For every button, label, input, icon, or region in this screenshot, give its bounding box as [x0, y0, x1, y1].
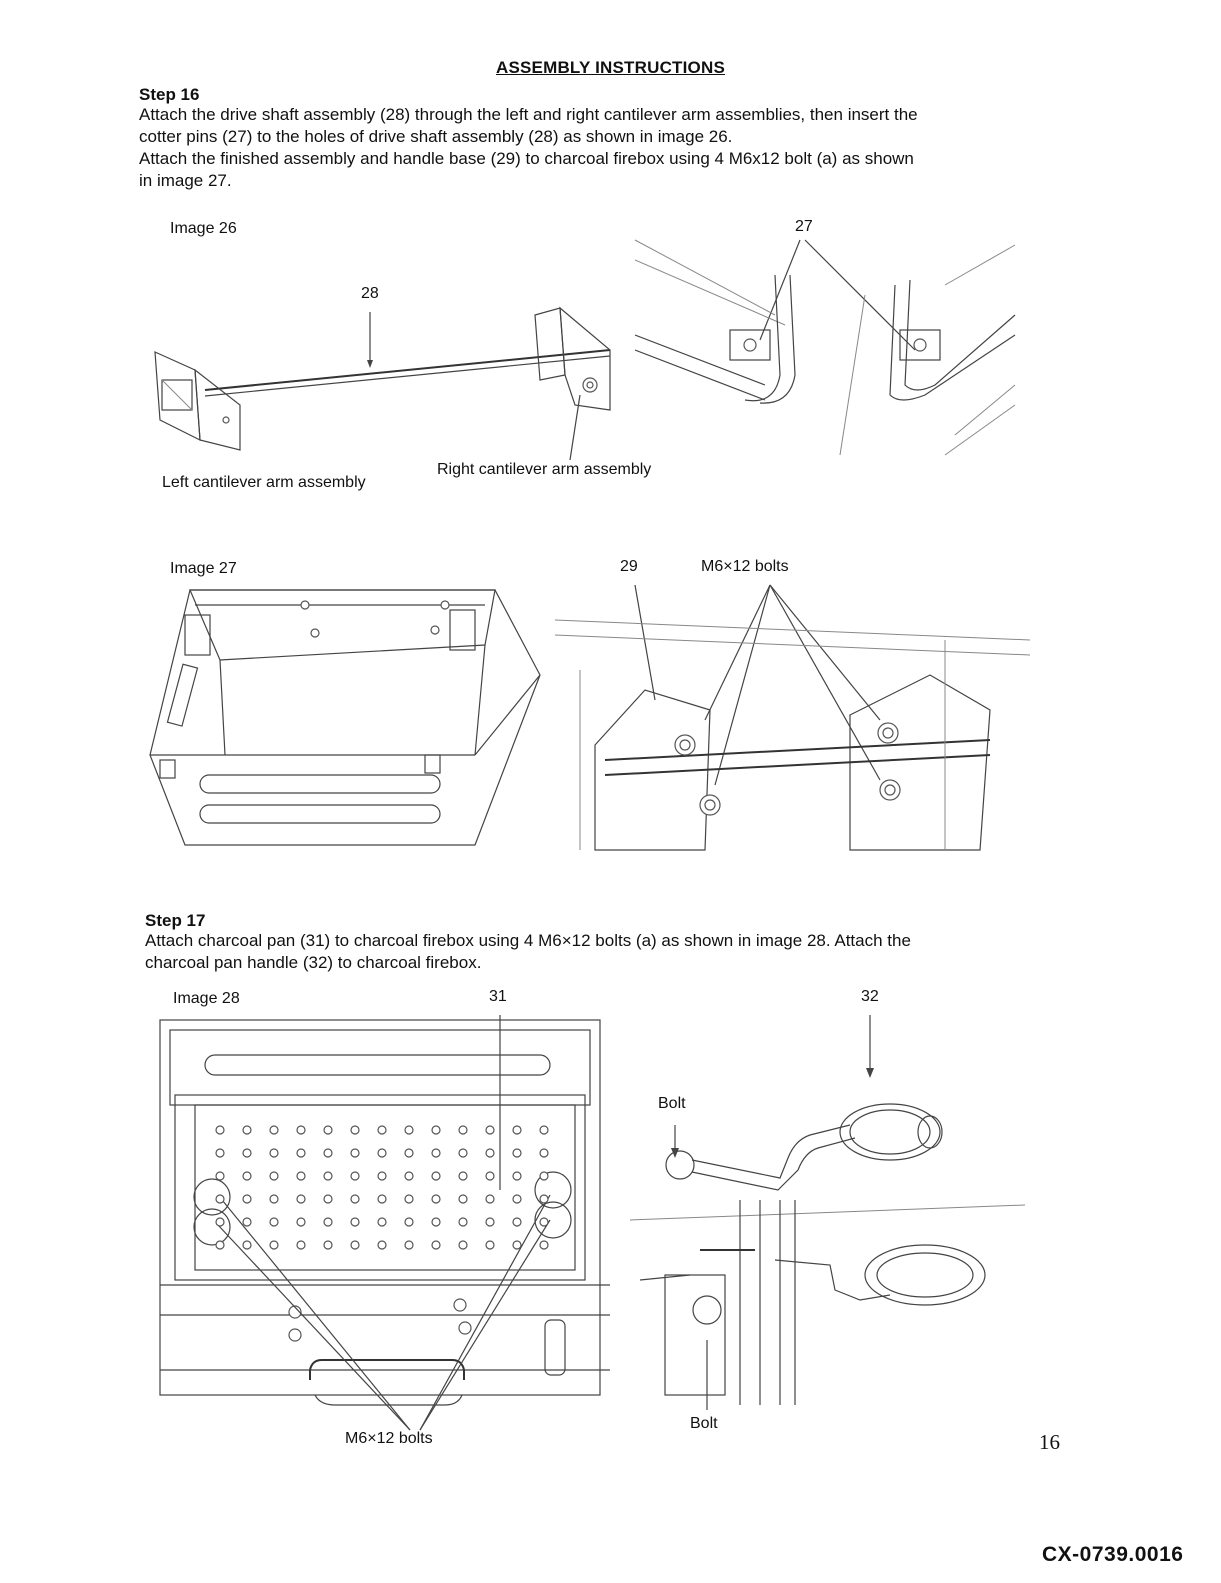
step16-line-1: Attach the drive shaft assembly (28) through the left and right cantilever arm assemblies, then insert the: [139, 105, 918, 124]
callout-m6x12-bolts-image28: M6×12 bolts: [345, 1430, 433, 1447]
callout-28: 28: [361, 285, 379, 302]
bolt-label-top: Bolt: [658, 1095, 686, 1112]
step17-line-1: Attach charcoal pan (31) to charcoal firebox using 4 M6×12 bolts (a) as shown in image 28. Attach the: [145, 931, 911, 950]
right-cantilever-label: Right cantilever arm assembly: [437, 461, 652, 478]
step16-instructions: [139, 104, 1079, 192]
callout-29: 29: [620, 558, 638, 575]
callout-m6x12-bolts-image27: M6×12 bolts: [701, 558, 789, 575]
drive-shaft-illustration: [140, 290, 620, 470]
document-id: CX-0739.0016: [1042, 1543, 1184, 1566]
callout-31: 31: [489, 988, 507, 1005]
image28-caption: Image 28: [173, 990, 240, 1007]
page-number: 16: [1039, 1430, 1060, 1454]
bolt-label-bottom: Bolt: [690, 1415, 718, 1432]
callout-27: 27: [795, 218, 813, 235]
left-cantilever-label: Left cantilever arm assembly: [162, 474, 366, 491]
page-title: ASSEMBLY INSTRUCTIONS: [495, 58, 725, 77]
callout-32: 32: [861, 988, 879, 1005]
step16-line-3: Attach the finished assembly and handle base (29) to charcoal firebox using 4 M6x12 bolt (a) as shown: [139, 149, 914, 168]
image27-caption: Image 27: [170, 560, 237, 577]
image26-caption: Image 26: [170, 220, 237, 237]
cotter-pin-detail: [625, 235, 1025, 465]
charcoal-pan-illustration: [150, 1015, 620, 1435]
charcoal-pan-hole-grid: [216, 1126, 548, 1249]
handle-base-bolt-detail: [550, 580, 1035, 860]
step16-line-4: in image 27.: [139, 171, 232, 190]
firebox-illustration: [145, 585, 545, 850]
step16-heading: Step 16: [139, 85, 200, 104]
pan-handle-illustration: [620, 1010, 1030, 1410]
step16-line-2: cotter pins (27) to the holes of drive shaft assembly (28) as shown in image 26.: [139, 127, 733, 146]
step17-instructions: [145, 930, 1075, 974]
step17-heading: Step 17: [145, 911, 206, 930]
step17-line-2: charcoal pan handle (32) to charcoal firebox.: [145, 953, 482, 972]
